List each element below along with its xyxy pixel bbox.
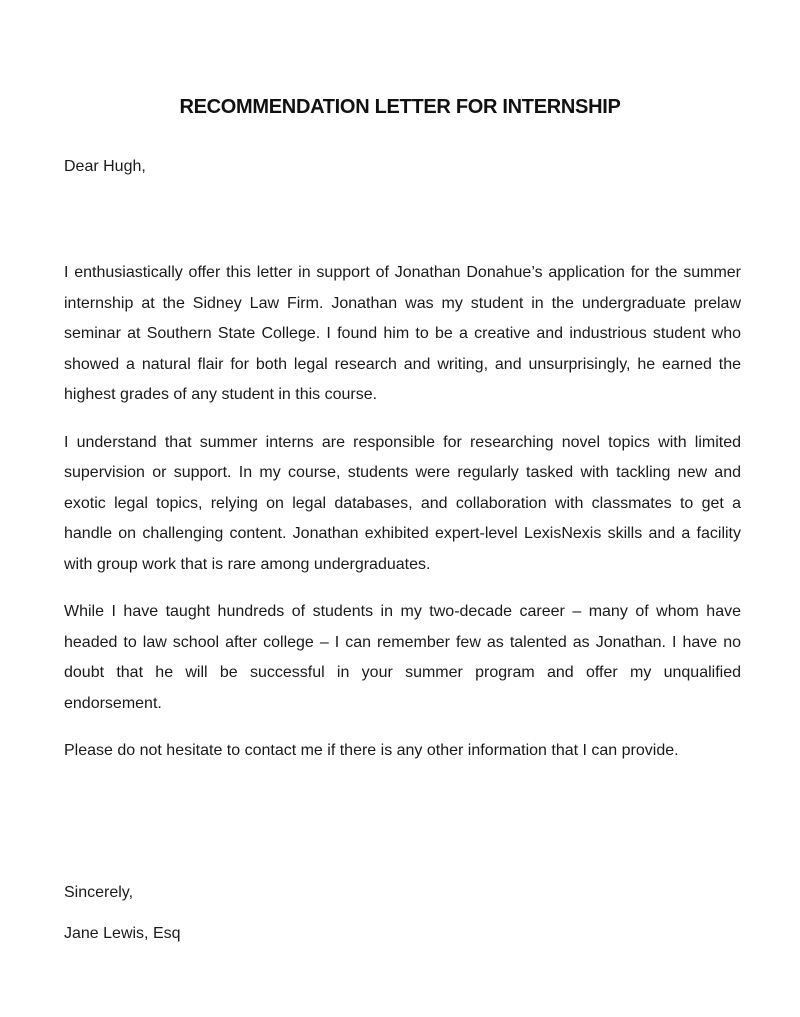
body-paragraph-4: Please do not hesitate to contact me if there is any other information that I can provide. — [64, 742, 679, 759]
body-paragraph-2: I understand that summer interns are responsible for researching novel topics with limited supervision or support. In my course, students were regularly tasked with tackling new and exotic legal topics, relying on legal databases, and collaboration with classmates to get a handle on challenging content. Jonathan exhibited expert-level LexisNexis skills and a facility with group work that is rare among undergraduates. — [64, 433, 741, 573]
letter-body — [64, 258, 741, 784]
closing: Sincerely, — [64, 884, 134, 901]
signature-name: Jane Lewis, Esq — [64, 925, 181, 942]
salutation: Dear Hugh, — [64, 158, 146, 175]
body-paragraph-3: While I have taught hundreds of students in my two-decade career – many of whom have headed to law school after college – I can remember few as talented as Jonathan. I have no doubt that he will be successful in your summer program and offer my unqualified endorsement. — [64, 603, 741, 712]
letter-title: RECOMMENDATION LETTER FOR INTERNSHIP — [179, 96, 621, 118]
body-paragraph-1: I enthusiastically offer this letter in support of Jonathan Donahue’s application for the summer internship at the Sidney Law Firm. Jonathan was my student in the undergraduate prelaw seminar at Southern State College. I found him to be a creative and industrious student who showed a natural flair for both legal research and writing, and unsurprisingly, he earned the highest grades of any student in this course. — [64, 264, 741, 403]
